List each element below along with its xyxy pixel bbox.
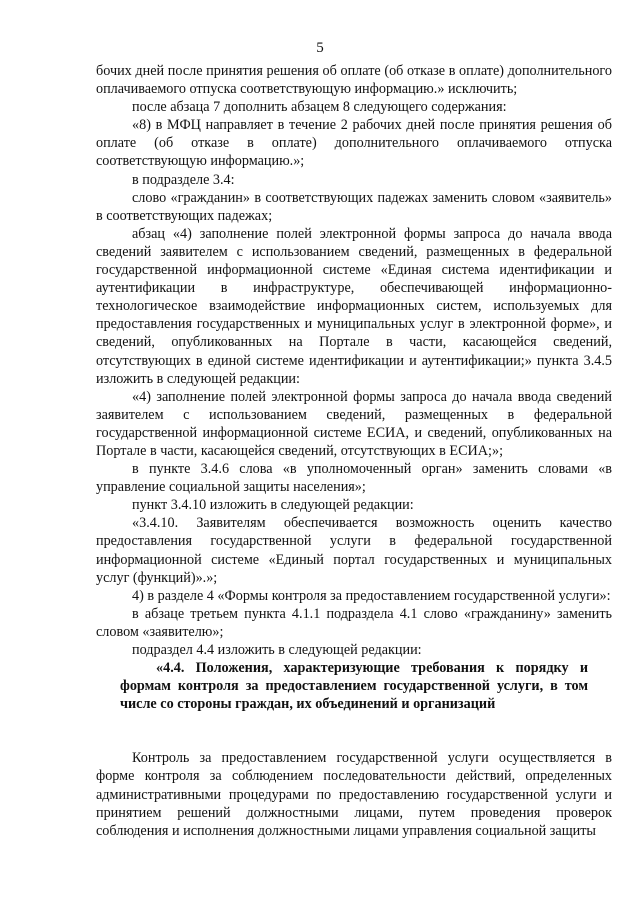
paragraph: в пункте 3.4.6 слова «в уполномоченный орган» заменить словами «в управление социальной защиты населения»;: [96, 461, 612, 496]
paragraph: в подразделе 3.4:: [132, 171, 235, 188]
spacer: [96, 713, 612, 749]
paragraph: Контроль за предоставлением государственной услуги осуществляется в форме контроля за соблюдением последовательности действий, определенных административными процедурами по предоставлению государственной услуги и принятием решений должностными лицами, путем проведения проверок соблюдения и исполнения должностными лицами управления социальной защиты: [96, 750, 612, 839]
paragraph: в абзаце третьем пункта 4.1.1 подраздела 4.1 слово «гражданину» заменить словом «заявителю»;: [96, 605, 612, 640]
paragraph: слово «гражданин» в соответствующих падежах заменить словом «заявитель» в соответствующих падежах;: [96, 189, 612, 224]
paragraph: бочих дней после принятия решения об оплате (об отказе в оплате) дополнительного оплачиваемого отпуска соответствующую информацию.» исключить;: [96, 63, 612, 98]
page-number: 5: [316, 40, 324, 56]
section-heading: «4.4. Положения, характеризующие требования к порядку и формам контроля за предоставлением государственной услуги, в том числе со стороны граждан, их объединений и организаций: [120, 660, 588, 713]
paragraph: «4) заполнение полей электронной формы запроса до начала ввода сведений заявителем с использованием сведений, размещенных в федеральной государственной информационной системе ЕСИА, и сведений, опубликованных на Портале в части, касающейся сведений, отсутствующих в ЕСИА;»;: [96, 388, 612, 459]
paragraph: пункт 3.4.10 изложить в следующей редакции:: [132, 497, 414, 514]
paragraph: «8) в МФЦ направляет в течение 2 рабочих дней после принятия решения об оплате (об отказе в оплате) дополнительного оплачиваемого отпуска соответствующую информацию.»;: [96, 117, 612, 170]
paragraph: после абзаца 7 дополнить абзацем 8 следующего содержания:: [132, 99, 507, 116]
document-body: [96, 62, 612, 840]
paragraph: подраздел 4.4 изложить в следующей редакции:: [132, 642, 422, 658]
paragraph: 4) в разделе 4 «Формы контроля за предоставлением государственной услуги»:: [132, 587, 611, 604]
paragraph: абзац «4) заполнение полей электронной формы запроса до начала ввода сведений заявителем с использованием сведений, размещенных в федеральной государственной информационной системе «Единая система идентификации и аутентификации в инфраструктуре, обеспечивающей информационно-технологическое взаимодействие информационных систем, используемых для предоставления государственных и муниципальных услуг в электронной форме», и сведений, опубликованных на Портале в части, касающейся сведений, отсутствующих в единой системе идентификации и аутентификации;» пункта 3.4.5 изложить в следующей редакции:: [96, 225, 612, 387]
paragraph: «3.4.10. Заявителям обеспечивается возможность оценить качество предоставления государственной услуги в федеральной государственной информационной системе «Единый портал государственных и муниципальных услуг (функций)».»;: [96, 515, 612, 586]
